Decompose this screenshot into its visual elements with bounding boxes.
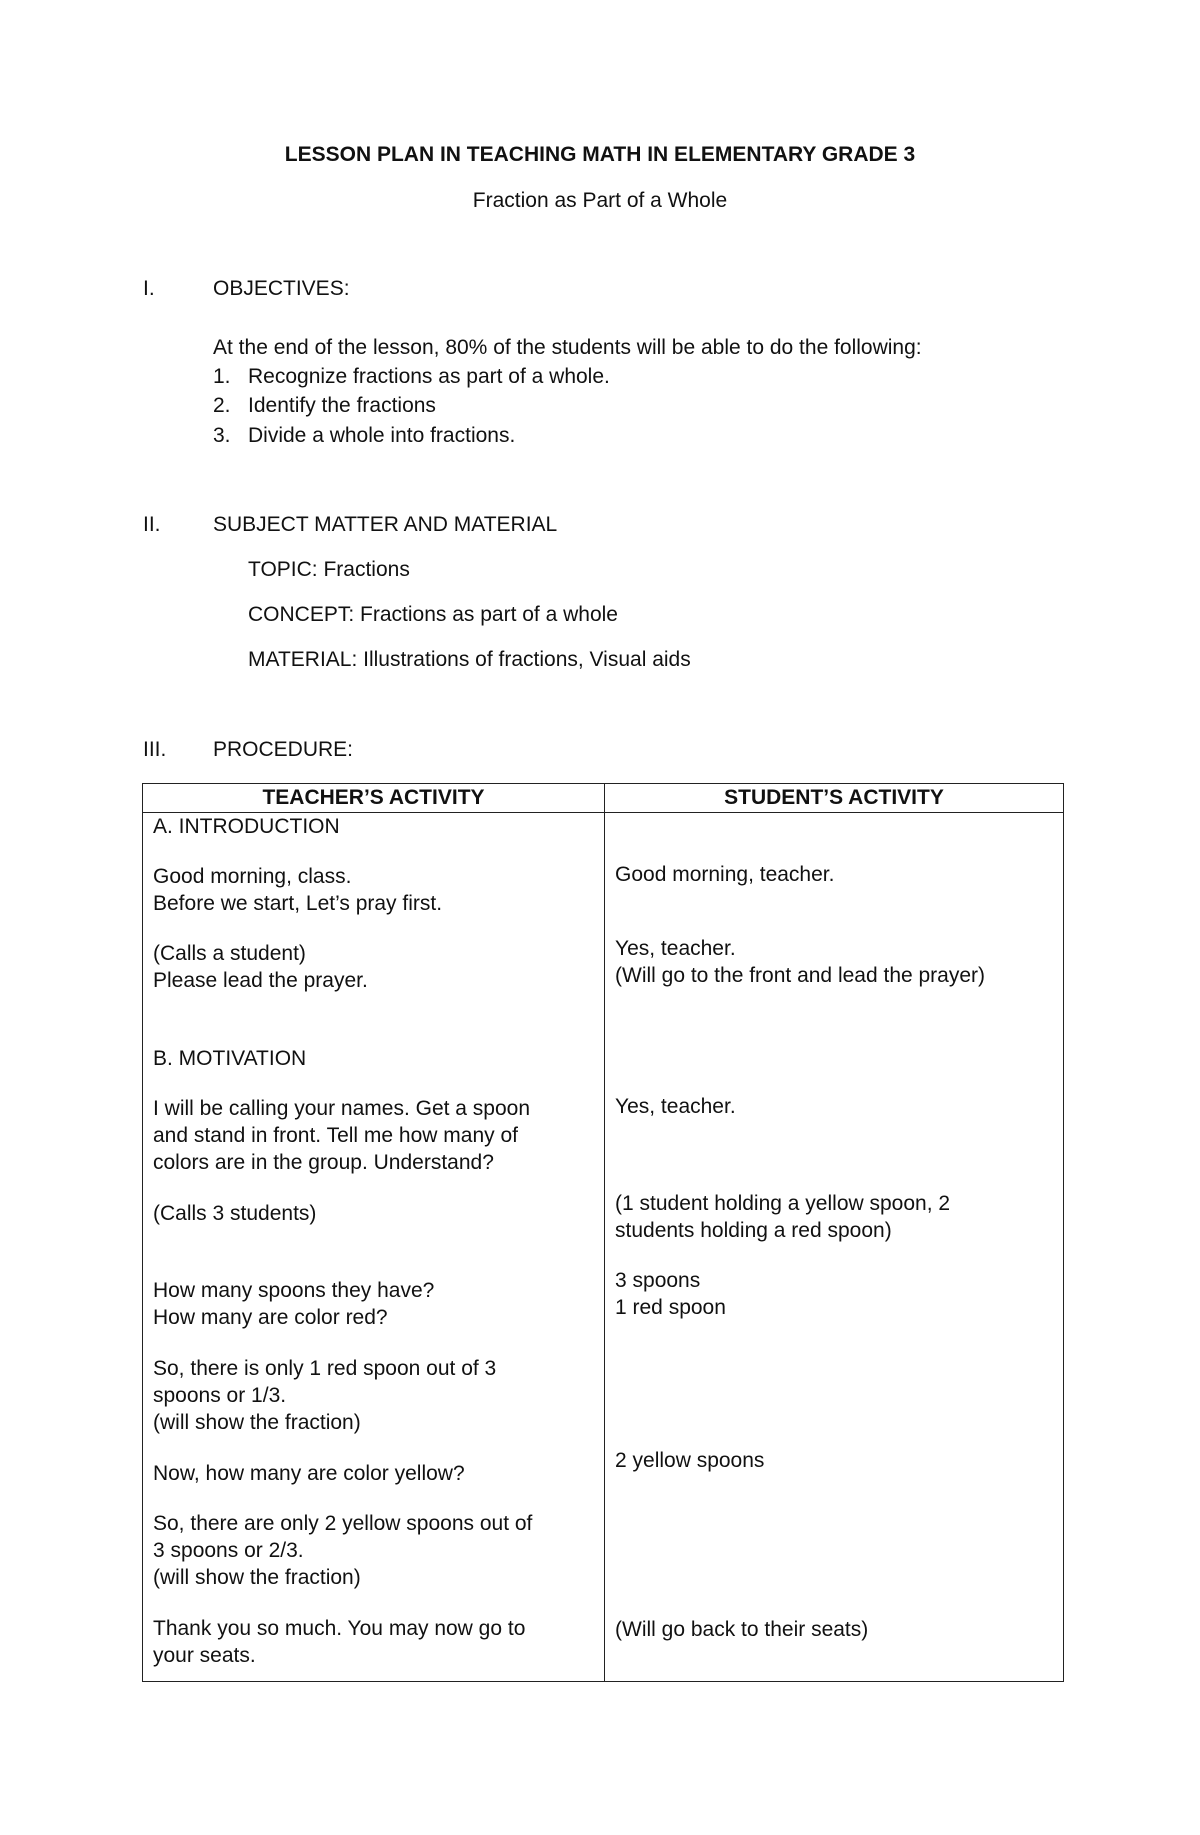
teacher-line: So, there are only 2 yellow spoons out of — [153, 1512, 533, 1535]
teacher-line: 3 spoons or 2/3. — [153, 1539, 304, 1562]
teacher-line: (will show the fraction) — [153, 1566, 361, 1589]
procedure-heading: PROCEDURE: — [213, 738, 354, 761]
teacher-activity-header: TEACHER’S ACTIVITY — [143, 784, 605, 813]
student-activity-cell — [605, 813, 1064, 1682]
teacher-line: Now, how many are color yellow? — [153, 1462, 465, 1485]
material-line: MATERIAL: Illustrations of fractions, Visual aids — [248, 648, 691, 671]
teacher-line: How many spoons they have? — [153, 1279, 435, 1302]
teacher-line: (Calls a student) — [153, 942, 306, 965]
objective-number: 2. — [213, 394, 231, 417]
student-line: Yes, teacher. — [615, 1095, 736, 1118]
teacher-activity-cell — [143, 813, 605, 1682]
section-label-motivation: B. MOTIVATION — [153, 1047, 307, 1070]
student-line: Good morning, teacher. — [615, 863, 835, 886]
subject-matter-numeral: II. — [143, 513, 161, 536]
objectives-numeral: I. — [143, 277, 155, 300]
teacher-line: spoons or 1/3. — [153, 1384, 287, 1407]
objectives-heading: OBJECTIVES: — [213, 277, 350, 300]
procedure-table — [142, 783, 1064, 1682]
teacher-line: Good morning, class. — [153, 865, 352, 888]
concept-line: CONCEPT: Fractions as part of a whole — [248, 603, 618, 626]
objective-text: Identify the fractions — [248, 394, 436, 417]
objective-text: Recognize fractions as part of a whole. — [248, 365, 610, 388]
objective-text: Divide a whole into fractions. — [248, 424, 516, 447]
student-activity-header: STUDENT’S ACTIVITY — [605, 784, 1064, 813]
teacher-line: How many are color red? — [153, 1306, 388, 1329]
section-label-introduction: A. INTRODUCTION — [153, 815, 340, 838]
procedure-numeral: III. — [143, 738, 167, 761]
teacher-line: (Calls 3 students) — [153, 1202, 317, 1225]
document-title: LESSON PLAN IN TEACHING MATH IN ELEMENTARY GRADE 3 — [284, 143, 916, 166]
objective-number: 1. — [213, 365, 231, 388]
subject-matter-heading: SUBJECT MATTER AND MATERIAL — [213, 513, 558, 536]
objective-number: 3. — [213, 424, 231, 447]
topic-line: TOPIC: Fractions — [248, 558, 410, 581]
student-line: 2 yellow spoons — [615, 1449, 765, 1472]
teacher-line: your seats. — [153, 1644, 256, 1667]
teacher-line: So, there is only 1 red spoon out of 3 — [153, 1357, 497, 1380]
student-line: 3 spoons — [615, 1269, 701, 1292]
student-line: students holding a red spoon) — [615, 1219, 892, 1242]
objectives-intro: At the end of the lesson, 80% of the students will be able to do the following: — [213, 336, 922, 359]
document-subtitle: Fraction as Part of a Whole — [472, 189, 728, 212]
teacher-line: I will be calling your names. Get a spoon — [153, 1097, 531, 1120]
student-line: (1 student holding a yellow spoon, 2 — [615, 1192, 951, 1215]
student-line: Yes, teacher. — [615, 937, 736, 960]
teacher-line: and stand in front. Tell me how many of — [153, 1124, 518, 1147]
teacher-line: (will show the fraction) — [153, 1411, 361, 1434]
teacher-line: Please lead the prayer. — [153, 969, 368, 992]
teacher-line: colors are in the group. Understand? — [153, 1151, 494, 1174]
student-line: 1 red spoon — [615, 1296, 726, 1319]
teacher-line: Before we start, Let’s pray first. — [153, 892, 443, 915]
student-line: (Will go to the front and lead the prayer) — [615, 964, 986, 987]
teacher-line: Thank you so much. You may now go to — [153, 1617, 526, 1640]
student-line: (Will go back to their seats) — [615, 1618, 869, 1641]
